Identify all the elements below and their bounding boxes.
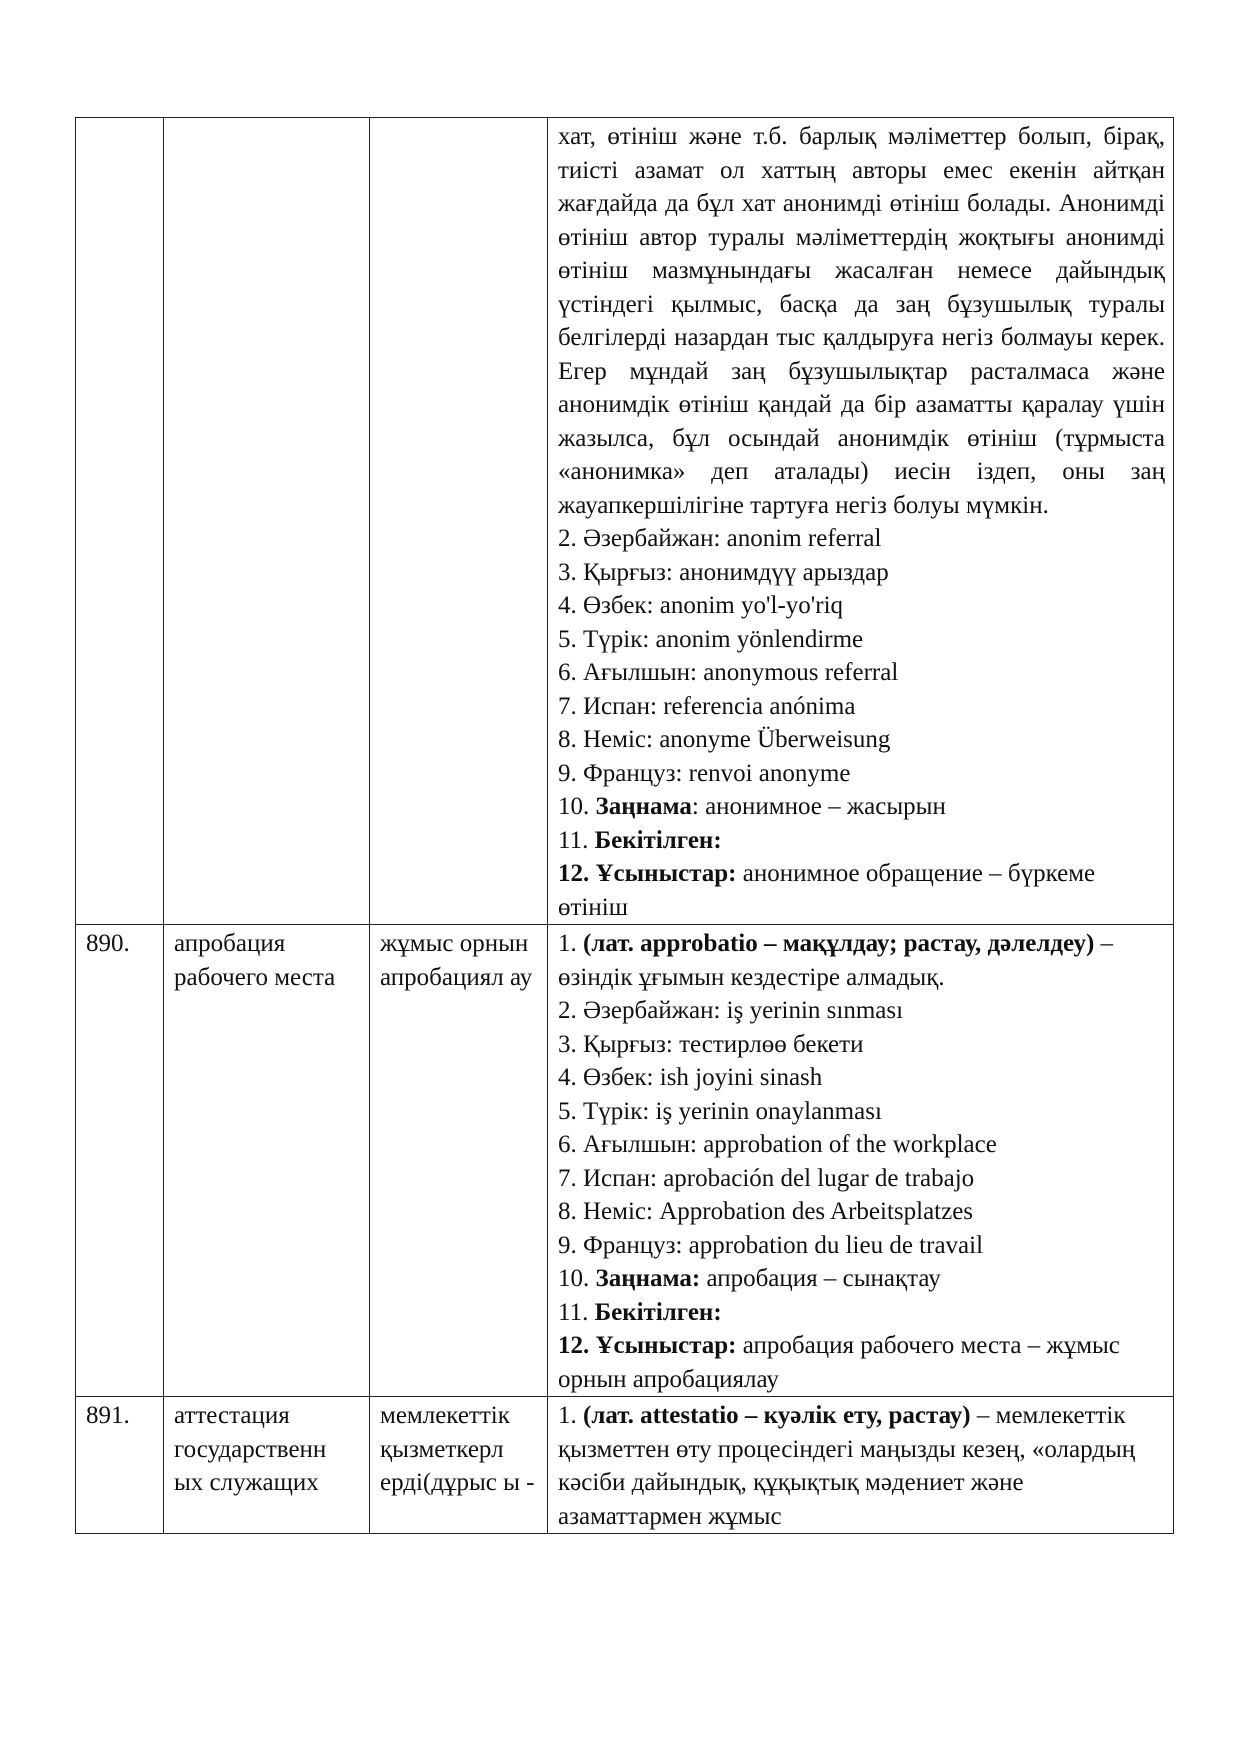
- russian-term: апробация рабочего места: [164, 925, 370, 1397]
- translation-spanish: 7. Испан: referencia anónima: [558, 692, 856, 720]
- approved-line: 11. Бекітілген:: [558, 826, 722, 854]
- legislation-line: 10. Заңнама: апробация – сынақтау: [558, 1265, 941, 1292]
- legislation-label: Заңнама:: [595, 1265, 701, 1292]
- etymology: (лат. approbatio – мақұлдау; растау, дәлелдеу): [583, 930, 1095, 957]
- translation-kyrgyz: 3. Қырғыз: анонимдүү арыздар: [558, 558, 889, 586]
- term-content: [548, 925, 1174, 1397]
- row-number: [76, 118, 164, 925]
- recommendation-line: 12. Ұсыныстар: анонимное обращение – бүркеме өтініш: [558, 860, 1096, 921]
- kazakh-term: [370, 118, 548, 925]
- table-row: [76, 118, 1174, 925]
- recommendation-line: 12. Ұсыныстар: апробация рабочего места – жұмыс орнын апробациялау: [558, 1332, 1120, 1393]
- terms-table: [75, 117, 1174, 1534]
- table-row: [76, 925, 1174, 1397]
- translation-french: 9. Француз: renvoi anonyme: [558, 759, 851, 787]
- translation-uzbek: 4. Өзбек: anonim yo'l-yo'riq: [558, 592, 844, 619]
- row-number: 891.: [76, 1397, 164, 1534]
- translation-azerbaijani: 2. Әзербайжан: iş yerinin sınması: [558, 997, 904, 1024]
- approved-line: 11. Бекітілген:: [558, 1298, 722, 1326]
- translation-english: 6. Ағылшын: approbation of the workplace: [558, 1131, 997, 1158]
- translation-turkish: 5. Түрік: iş yerinin onaylanması: [558, 1097, 882, 1125]
- translation-uzbek: 4. Өзбек: ish joyini sinash: [558, 1064, 823, 1091]
- approved-label: Бекітілген:: [594, 826, 722, 854]
- legislation-line: 10. Заңнама: анонимное – жасырын: [558, 793, 946, 820]
- definition-text: 1. (лат. approbatio – мақұлдау; растау, дәлелдеу) – өзіндік ұғымын кездестіре алмадық.: [558, 930, 1114, 991]
- translation-kyrgyz: 3. Қырғыз: тестирлөө бекети: [558, 1030, 864, 1058]
- definition-text: 1. (лат. attestatio – куәлік ету, растау) – мемлекеттік қызметтен өту процесіндегі маңызды кезең, «олардың кәсіби дайындық, құқықтық мәдениет және азаматтармен жұмыс: [558, 1402, 1136, 1530]
- translation-german: 8. Неміс: Approbation des Arbeitsplatzes: [558, 1198, 974, 1225]
- russian-term: [164, 118, 370, 925]
- translation-turkish: 5. Түрік: anonim yönlendirme: [558, 625, 864, 653]
- row-number: 890.: [76, 925, 164, 1397]
- recommendation-label: 12. Ұсыныстар:: [558, 860, 737, 887]
- translation-german: 8. Неміс: anonyme Überweisung: [558, 726, 891, 753]
- russian-term: аттестация государственн ых служащих: [164, 1397, 370, 1534]
- recommendation-label: 12. Ұсыныстар:: [558, 1332, 737, 1359]
- table-row: [76, 1397, 1174, 1534]
- definition-text: хат, өтініш және т.б. барлық мәліметтер болып, бірақ, тиісті азамат ол хаттың авторы емес екенін айтқан жағдайда да бұл хат анонимді өтініш болады. Анонимді өтініш автор туралы мәліметтердің жоқтығы анонимді өтініш мазмұнындағы жасалған немесе дайындық үстіндегі қылмыс, басқа да заң бұзушылық туралы белгілерді назардан тыс қалдыруға негіз болмауы керек. Егер мұндай заң бұзушылықтар расталмаса және анонимдік өтініш қандай да бір азаматты қаралау үшін жазылса, бұл осындай анонимдік өтініш (тұрмыста «анонимка» деп аталады) иесін іздеп, оны заң жауапкершілігіне тартуға негіз болуы мүмкін.: [558, 123, 1165, 519]
- term-content: [548, 1397, 1174, 1534]
- translation-english: 6. Ағылшын: anonymous referral: [558, 659, 899, 686]
- translation-french: 9. Француз: approbation du lieu de travail: [558, 1231, 984, 1259]
- translation-spanish: 7. Испан: aprobación del lugar de trabajo: [558, 1164, 975, 1192]
- legislation-label: Заңнама: [595, 793, 692, 820]
- term-content: [548, 118, 1174, 925]
- approved-label: Бекітілген:: [594, 1298, 722, 1326]
- kazakh-term: жұмыс орнын апробациял ау: [370, 925, 548, 1397]
- etymology: (лат. attestatio – куәлік ету, растау): [583, 1402, 971, 1429]
- kazakh-term: мемлекеттік қызметкерл ерді(дұрыс ы -: [370, 1397, 548, 1534]
- translation-azerbaijani: 2. Әзербайжан: anonim referral: [558, 525, 882, 552]
